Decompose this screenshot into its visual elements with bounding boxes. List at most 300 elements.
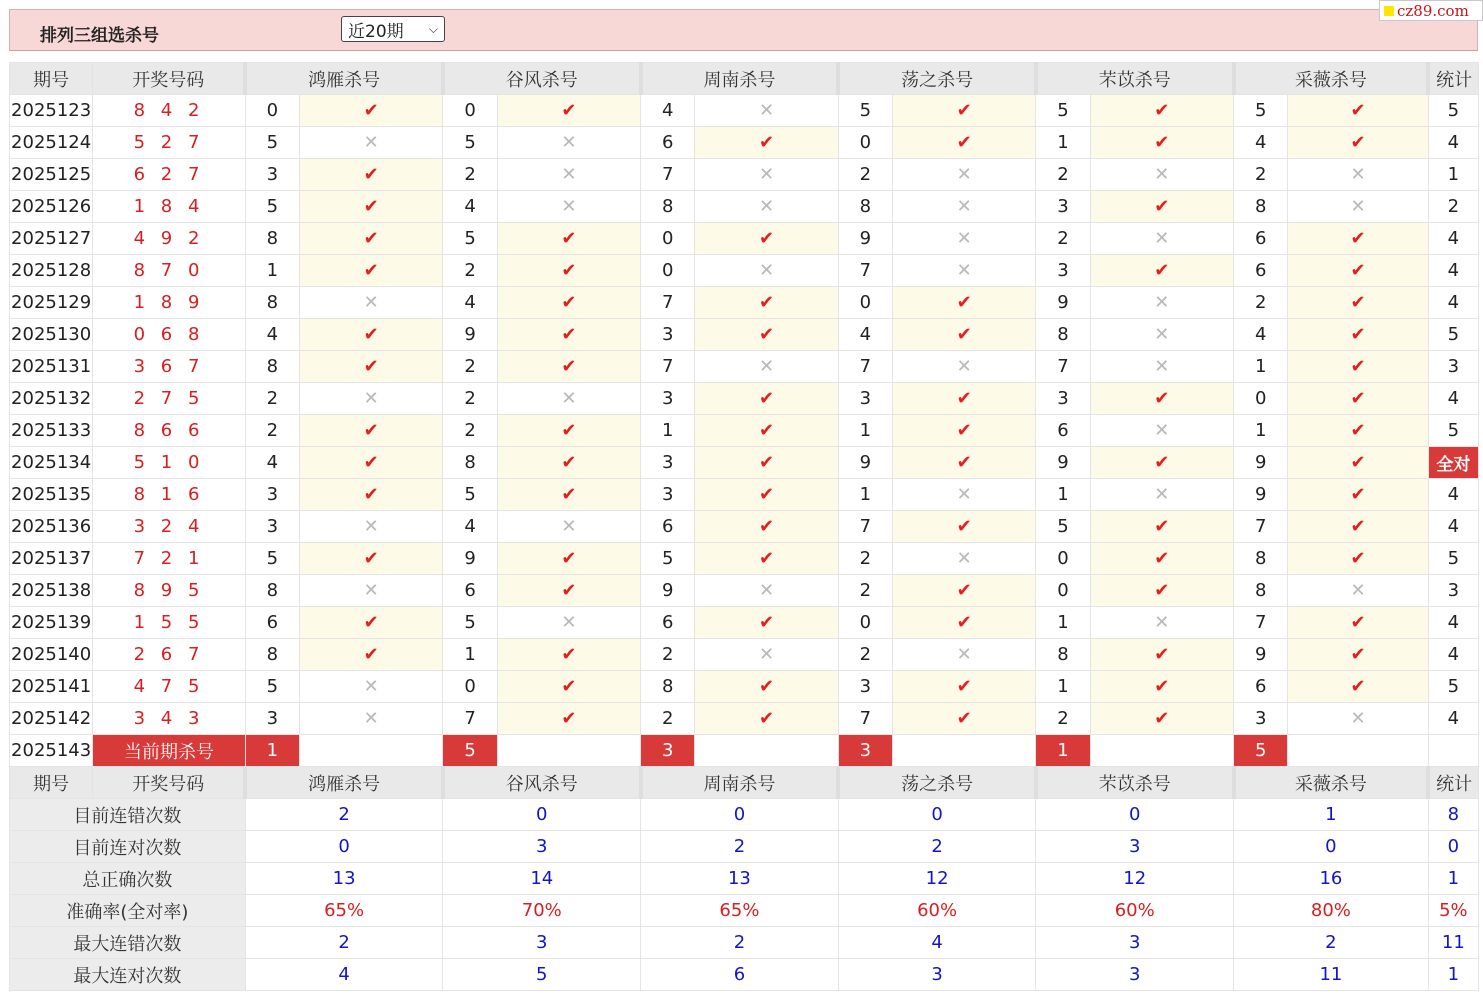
stat-cell: 4 (1428, 511, 1478, 543)
kill-number-cell: 2 (1234, 287, 1288, 319)
check-icon: ✔ (1288, 543, 1428, 575)
kill-number-cell: 3 (245, 703, 299, 735)
draw-number-cell: 0 6 8 (93, 319, 246, 351)
table-row (10, 639, 1479, 671)
kill-number-cell: 3 (1036, 191, 1090, 223)
kill-number-cell: 4 (443, 191, 497, 223)
kill-number-cell: 7 (838, 511, 892, 543)
kill-number-cell: 4 (1234, 319, 1288, 351)
summary-row (10, 927, 1479, 959)
check-icon: ✔ (497, 351, 640, 383)
kill-number-cell: 9 (641, 575, 695, 607)
period-cell: 2025141 (10, 671, 93, 703)
stat-cell: 5 (1428, 319, 1478, 351)
draw-number-cell: 6 2 7 (93, 159, 246, 191)
check-icon: ✔ (892, 287, 1035, 319)
summary-value: 3 (838, 959, 1036, 991)
stat-cell: 4 (1428, 639, 1478, 671)
kill-number-cell: 2 (838, 159, 892, 191)
cross-icon: ✕ (1090, 159, 1233, 191)
kill-number-cell: 8 (641, 671, 695, 703)
kill-number-cell: 5 (641, 543, 695, 575)
summary-label: 总正确次数 (10, 863, 246, 895)
draw-number-cell: 1 5 5 (93, 607, 246, 639)
stat-cell: 全对 (1428, 447, 1478, 479)
cross-icon: ✕ (1288, 191, 1428, 223)
check-icon: ✔ (695, 703, 838, 735)
kill-number-cell: 8 (1234, 191, 1288, 223)
period-cell: 2025124 (10, 127, 93, 159)
check-icon: ✔ (497, 575, 640, 607)
check-icon: ✔ (1288, 287, 1428, 319)
summary-label: 最大连错次数 (10, 927, 246, 959)
col-header-expert[interactable]: 采薇杀号 (1234, 767, 1429, 799)
summary-row (10, 863, 1479, 895)
current-kill-number: 1 (1036, 735, 1090, 767)
period-select-value: 近20期 (348, 21, 404, 42)
check-icon: ✔ (299, 319, 442, 351)
stat-cell: 4 (1428, 255, 1478, 287)
draw-number-cell: 1 8 4 (93, 191, 246, 223)
cross-icon: ✕ (497, 383, 640, 415)
stat-cell: 4 (1428, 287, 1478, 319)
check-icon: ✔ (1288, 415, 1428, 447)
draw-number-cell: 5 1 0 (93, 447, 246, 479)
col-header-period: 期号 (10, 767, 93, 799)
summary-value: 11 (1234, 959, 1429, 991)
cross-icon: ✕ (497, 607, 640, 639)
empty-cell (497, 735, 640, 767)
kill-number-cell: 0 (443, 671, 497, 703)
check-icon: ✔ (299, 191, 442, 223)
logo-square-icon (1384, 6, 1394, 16)
check-icon: ✔ (299, 255, 442, 287)
cross-icon: ✕ (1288, 703, 1428, 735)
kill-number-cell: 6 (1036, 415, 1090, 447)
table-row (10, 479, 1479, 511)
cross-icon: ✕ (1090, 415, 1233, 447)
kill-number-cell: 2 (1036, 159, 1090, 191)
summary-value: 12 (1036, 863, 1234, 895)
summary-value: 80% (1234, 895, 1429, 927)
summary-stat: 1 (1428, 863, 1478, 895)
kill-number-cell: 1 (443, 639, 497, 671)
cross-icon: ✕ (299, 671, 442, 703)
kill-number-cell: 0 (641, 255, 695, 287)
stat-cell: 4 (1428, 703, 1478, 735)
kill-number-cell: 5 (245, 127, 299, 159)
summary-stat: 8 (1428, 799, 1478, 831)
table-row (10, 703, 1479, 735)
kill-number-cell: 7 (1036, 351, 1090, 383)
check-icon: ✔ (892, 127, 1035, 159)
kill-number-cell: 3 (641, 383, 695, 415)
cross-icon: ✕ (695, 255, 838, 287)
kill-number-cell: 7 (641, 159, 695, 191)
kill-number-cell: 8 (245, 575, 299, 607)
check-icon: ✔ (892, 319, 1035, 351)
period-cell: 2025142 (10, 703, 93, 735)
summary-value: 5 (443, 959, 641, 991)
kill-number-cell: 3 (641, 479, 695, 511)
kill-number-cell: 1 (1036, 671, 1090, 703)
summary-value: 0 (245, 831, 443, 863)
summary-value: 0 (641, 799, 839, 831)
empty-cell (695, 735, 838, 767)
kill-number-cell: 0 (245, 95, 299, 127)
stat-cell: 5 (1428, 543, 1478, 575)
check-icon: ✔ (299, 543, 442, 575)
empty-cell (1428, 735, 1478, 767)
stat-cell: 4 (1428, 479, 1478, 511)
stat-cell: 5 (1428, 671, 1478, 703)
kill-number-cell: 5 (1036, 95, 1090, 127)
summary-value: 2 (245, 927, 443, 959)
kill-number-cell: 2 (1036, 703, 1090, 735)
kill-number-cell: 2 (1234, 159, 1288, 191)
current-period-row (10, 735, 1479, 767)
stat-cell: 5 (1428, 415, 1478, 447)
col-header-expert[interactable]: 荡之杀号 (838, 767, 1036, 799)
draw-number-cell: 3 4 3 (93, 703, 246, 735)
summary-value: 6 (641, 959, 839, 991)
kill-number-cell: 4 (443, 511, 497, 543)
summary-stat: 11 (1428, 927, 1478, 959)
period-cell: 2025133 (10, 415, 93, 447)
col-header-expert[interactable]: 鸿雁杀号 (245, 767, 443, 799)
summary-value: 12 (838, 863, 1036, 895)
summary-value: 3 (443, 927, 641, 959)
check-icon: ✔ (1288, 479, 1428, 511)
cross-icon: ✕ (892, 191, 1035, 223)
kill-number-cell: 9 (1036, 447, 1090, 479)
kill-number-cell: 7 (1234, 607, 1288, 639)
check-icon: ✔ (695, 511, 838, 543)
summary-value: 65% (641, 895, 839, 927)
check-icon: ✔ (299, 223, 442, 255)
draw-number-cell: 8 4 2 (93, 95, 246, 127)
table-row (10, 223, 1479, 255)
table-row (10, 575, 1479, 607)
check-icon: ✔ (1090, 383, 1233, 415)
summary-value: 2 (245, 799, 443, 831)
kill-number-cell: 3 (1036, 383, 1090, 415)
kill-number-cell: 9 (443, 543, 497, 575)
kill-number-cell: 0 (838, 287, 892, 319)
period-cell: 2025132 (10, 383, 93, 415)
header-row-repeat (10, 767, 1479, 799)
check-icon: ✔ (1288, 223, 1428, 255)
summary-row (10, 799, 1479, 831)
check-icon: ✔ (1090, 95, 1233, 127)
kill-number-cell: 3 (1036, 255, 1090, 287)
kill-number-cell: 8 (838, 191, 892, 223)
check-icon: ✔ (1288, 511, 1428, 543)
check-icon: ✔ (1288, 639, 1428, 671)
kill-number-cell: 9 (838, 223, 892, 255)
cross-icon: ✕ (1090, 351, 1233, 383)
header-row (10, 63, 1479, 95)
table-row (10, 607, 1479, 639)
cross-icon: ✕ (892, 479, 1035, 511)
check-icon: ✔ (1288, 351, 1428, 383)
topbar (9, 9, 1478, 51)
cross-icon: ✕ (892, 639, 1035, 671)
table-row (10, 287, 1479, 319)
kill-number-cell: 5 (245, 671, 299, 703)
check-icon: ✔ (1090, 543, 1233, 575)
draw-number-cell: 8 1 6 (93, 479, 246, 511)
check-icon: ✔ (695, 415, 838, 447)
cross-icon: ✕ (695, 159, 838, 191)
kill-number-cell: 0 (1234, 383, 1288, 415)
cross-icon: ✕ (497, 191, 640, 223)
col-header-expert[interactable]: 采薇杀号 (1234, 63, 1429, 95)
draw-number-cell: 8 7 0 (93, 255, 246, 287)
col-header-expert[interactable]: 芣苡杀号 (1036, 63, 1234, 95)
check-icon: ✔ (1288, 607, 1428, 639)
check-icon: ✔ (695, 127, 838, 159)
kill-number-cell: 8 (245, 223, 299, 255)
col-header-stat: 统计 (1428, 63, 1478, 95)
kill-number-cell: 1 (641, 415, 695, 447)
summary-value: 2 (641, 927, 839, 959)
kill-number-cell: 5 (838, 95, 892, 127)
period-cell: 2025139 (10, 607, 93, 639)
period-cell: 2025135 (10, 479, 93, 511)
kill-number-cell: 6 (641, 607, 695, 639)
kill-number-cell: 5 (245, 543, 299, 575)
draw-number-cell: 2 7 5 (93, 383, 246, 415)
kill-number-cell: 0 (443, 95, 497, 127)
check-icon: ✔ (299, 479, 442, 511)
kill-number-cell: 2 (838, 575, 892, 607)
check-icon: ✔ (1288, 319, 1428, 351)
table-row (10, 127, 1479, 159)
kill-number-cell: 8 (245, 351, 299, 383)
draw-number-cell: 2 6 7 (93, 639, 246, 671)
col-header-expert[interactable]: 谷风杀号 (443, 63, 641, 95)
period-select[interactable] (341, 16, 445, 42)
check-icon: ✔ (695, 287, 838, 319)
check-icon: ✔ (1090, 575, 1233, 607)
summary-value: 3 (1036, 959, 1234, 991)
draw-number-cell: 1 8 9 (93, 287, 246, 319)
draw-number-cell: 3 6 7 (93, 351, 246, 383)
cross-icon: ✕ (1090, 479, 1233, 511)
period-cell: 2025128 (10, 255, 93, 287)
draw-number-cell: 8 6 6 (93, 415, 246, 447)
table-row (10, 351, 1479, 383)
draw-number-cell: 4 7 5 (93, 671, 246, 703)
summary-value: 4 (838, 927, 1036, 959)
stat-cell: 4 (1428, 223, 1478, 255)
check-icon: ✔ (695, 607, 838, 639)
kill-number-cell: 9 (1234, 639, 1288, 671)
summary-label: 目前连对次数 (10, 831, 246, 863)
check-icon: ✔ (1090, 191, 1233, 223)
empty-cell (1288, 735, 1428, 767)
stat-cell: 4 (1428, 607, 1478, 639)
stat-cell: 2 (1428, 191, 1478, 223)
kill-number-cell: 8 (245, 287, 299, 319)
kill-number-cell: 3 (245, 159, 299, 191)
kill-number-cell: 7 (641, 287, 695, 319)
kill-number-table (9, 62, 1479, 991)
kill-number-cell: 5 (443, 479, 497, 511)
check-icon: ✔ (1288, 255, 1428, 287)
summary-value: 2 (1234, 927, 1429, 959)
kill-number-cell: 4 (245, 447, 299, 479)
col-header-expert[interactable]: 荡之杀号 (838, 63, 1036, 95)
check-icon: ✔ (299, 447, 442, 479)
kill-number-cell: 2 (641, 639, 695, 671)
kill-number-cell: 7 (838, 351, 892, 383)
table-row (10, 511, 1479, 543)
summary-value: 3 (1036, 927, 1234, 959)
check-icon: ✔ (497, 287, 640, 319)
cross-icon: ✕ (497, 511, 640, 543)
check-icon: ✔ (497, 415, 640, 447)
col-header-expert[interactable]: 周南杀号 (641, 63, 839, 95)
check-icon: ✔ (299, 415, 442, 447)
col-header-draw: 开奖号码 (93, 63, 246, 95)
kill-number-cell: 7 (1234, 511, 1288, 543)
period-cell: 2025125 (10, 159, 93, 191)
kill-number-cell: 5 (443, 223, 497, 255)
check-icon: ✔ (892, 95, 1035, 127)
kill-number-cell: 4 (838, 319, 892, 351)
check-icon: ✔ (497, 319, 640, 351)
period-cell: 2025123 (10, 95, 93, 127)
kill-number-cell: 6 (1234, 671, 1288, 703)
kill-number-cell: 8 (245, 639, 299, 671)
kill-number-cell: 1 (245, 255, 299, 287)
check-icon: ✔ (1090, 703, 1233, 735)
check-icon: ✔ (1288, 383, 1428, 415)
check-icon: ✔ (892, 671, 1035, 703)
summary-row (10, 959, 1479, 991)
stat-cell: 3 (1428, 575, 1478, 607)
stat-cell: 1 (1428, 159, 1478, 191)
check-icon: ✔ (497, 703, 640, 735)
summary-label: 目前连错次数 (10, 799, 246, 831)
kill-number-cell: 6 (1234, 223, 1288, 255)
empty-cell (892, 735, 1035, 767)
summary-value: 14 (443, 863, 641, 895)
check-icon: ✔ (497, 639, 640, 671)
kill-number-cell: 2 (1036, 223, 1090, 255)
cross-icon: ✕ (1090, 287, 1233, 319)
check-icon: ✔ (497, 479, 640, 511)
check-icon: ✔ (1288, 127, 1428, 159)
kill-number-cell: 4 (641, 95, 695, 127)
check-icon: ✔ (892, 607, 1035, 639)
table-row (10, 255, 1479, 287)
summary-label: 准确率(全对率) (10, 895, 246, 927)
cross-icon: ✕ (1090, 223, 1233, 255)
check-icon: ✔ (695, 447, 838, 479)
kill-number-cell: 3 (245, 479, 299, 511)
kill-number-cell: 7 (838, 703, 892, 735)
table-row (10, 383, 1479, 415)
check-icon: ✔ (497, 543, 640, 575)
kill-number-cell: 8 (1036, 319, 1090, 351)
col-header-stat: 统计 (1428, 767, 1478, 799)
site-logo[interactable] (1379, 0, 1483, 21)
kill-number-cell: 3 (838, 671, 892, 703)
col-header-expert[interactable]: 芣苡杀号 (1036, 767, 1234, 799)
cross-icon: ✕ (1090, 607, 1233, 639)
table-row (10, 671, 1479, 703)
summary-value: 16 (1234, 863, 1429, 895)
summary-value: 2 (641, 831, 839, 863)
stat-cell: 3 (1428, 351, 1478, 383)
kill-number-cell: 1 (1036, 127, 1090, 159)
col-header-expert[interactable]: 周南杀号 (641, 767, 839, 799)
summary-value: 60% (838, 895, 1036, 927)
cross-icon: ✕ (1288, 159, 1428, 191)
kill-number-cell: 3 (641, 447, 695, 479)
kill-number-cell: 2 (443, 255, 497, 287)
period-cell: 2025129 (10, 287, 93, 319)
page-title: 排列三组选杀号 (40, 26, 159, 46)
col-header-draw: 开奖号码 (93, 767, 246, 799)
table-row (10, 319, 1479, 351)
check-icon: ✔ (892, 703, 1035, 735)
table-row (10, 447, 1479, 479)
kill-number-cell: 8 (1234, 575, 1288, 607)
kill-number-cell: 3 (641, 319, 695, 351)
cross-icon: ✕ (497, 159, 640, 191)
summary-value: 0 (838, 799, 1036, 831)
kill-number-cell: 6 (641, 511, 695, 543)
cross-icon: ✕ (892, 543, 1035, 575)
summary-value: 0 (443, 799, 641, 831)
period-cell: 2025126 (10, 191, 93, 223)
kill-number-cell: 9 (838, 447, 892, 479)
kill-number-cell: 8 (443, 447, 497, 479)
period-cell: 2025131 (10, 351, 93, 383)
check-icon: ✔ (695, 543, 838, 575)
cross-icon: ✕ (299, 127, 442, 159)
kill-number-cell: 9 (443, 319, 497, 351)
summary-value: 4 (245, 959, 443, 991)
kill-number-cell: 1 (838, 479, 892, 511)
check-icon: ✔ (299, 639, 442, 671)
kill-number-cell: 0 (838, 127, 892, 159)
summary-value: 13 (641, 863, 839, 895)
period-cell: 2025143 (10, 735, 93, 767)
check-icon: ✔ (892, 511, 1035, 543)
kill-number-cell: 1 (1234, 351, 1288, 383)
summary-value: 3 (1036, 831, 1234, 863)
cross-icon: ✕ (695, 351, 838, 383)
kill-number-cell: 1 (1234, 415, 1288, 447)
period-cell: 2025130 (10, 319, 93, 351)
kill-number-cell: 6 (443, 575, 497, 607)
kill-number-cell: 1 (1036, 607, 1090, 639)
col-header-expert[interactable]: 鸿雁杀号 (245, 63, 443, 95)
check-icon: ✔ (695, 671, 838, 703)
current-kill-number: 1 (245, 735, 299, 767)
kill-number-cell: 2 (245, 383, 299, 415)
col-header-expert[interactable]: 谷风杀号 (443, 767, 641, 799)
check-icon: ✔ (299, 159, 442, 191)
summary-row (10, 831, 1479, 863)
kill-number-cell: 6 (1234, 255, 1288, 287)
cross-icon: ✕ (299, 703, 442, 735)
